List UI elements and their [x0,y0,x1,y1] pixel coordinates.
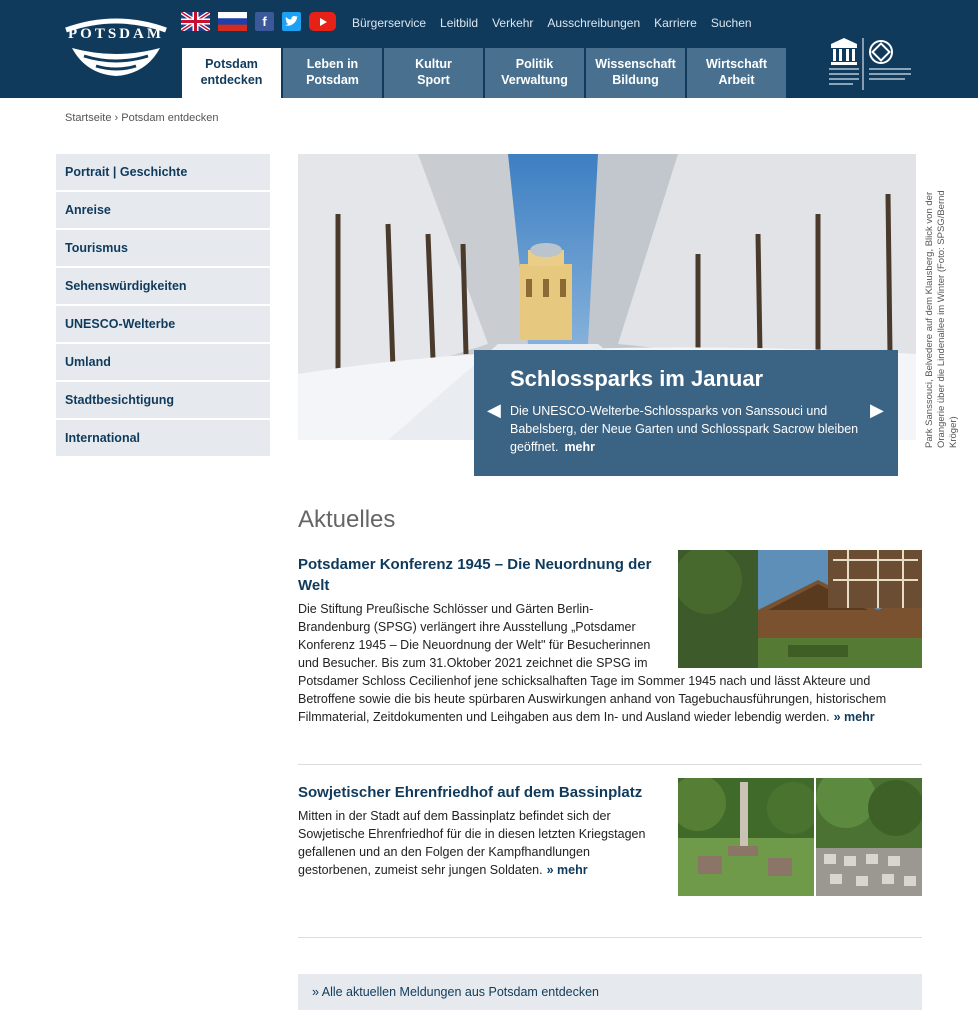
news-divider [298,937,922,938]
photo-credit-text: Park Sanssouci, Belvedere auf dem Klausberg, Blick von der Orangerie über die Lindenallee im Winter (Foto: SPSG/Bernd Kröger) [924,190,959,448]
sidebar-nav [56,154,270,458]
russia-flag-icon[interactable] [218,12,247,31]
youtube-icon[interactable] [309,12,336,31]
tab-label-line2: entdecken [200,73,263,87]
photo-credit [924,158,970,448]
sidebar-item-portrait-geschichte[interactable]: Portrait | Geschichte [56,154,270,190]
hero-text-body: Die UNESCO-Welterbe-Schlossparks von Sanssouci und Babelsberg, der Neue Garten und Schlosspark Sacrow bleiben geöffnet. [510,404,859,454]
news-item [298,554,922,726]
nav-link-karriere[interactable]: Karriere [654,16,697,30]
twitter-icon[interactable] [282,12,301,31]
tab-label-line1: Kultur [415,57,452,71]
sidebar-item-umland[interactable]: Umland [56,344,270,380]
hero-caption-box [474,350,898,476]
nav-link-suchen[interactable]: Suchen [710,16,752,30]
tab-wirtschaft-arbeit[interactable] [687,48,786,98]
uk-flag-icon[interactable] [181,12,210,31]
nav-link-buergerservice[interactable]: Bürgerservice [352,16,427,30]
cecilienhof-photo[interactable] [678,550,922,668]
sidebar-item-unesco-welterbe[interactable]: UNESCO-Welterbe [56,306,270,342]
sidebar-item-sehenswuerdigkeiten[interactable]: Sehenswürdigkeiten [56,268,270,304]
tab-label-line1: Wirtschaft [705,57,767,71]
sidebar-item-stadtbesichtigung[interactable]: Stadtbesichtigung [56,382,270,418]
tab-wissenschaft-bildung[interactable] [586,48,685,98]
tab-politik-verwaltung[interactable] [485,48,584,98]
main-nav [182,48,786,98]
tab-label-line2: Verwaltung [501,73,568,87]
potsdam-logo[interactable] [62,16,170,78]
news-title-potsdamer-konferenz[interactable]: Potsdamer Konferenz 1945 – Die Neuordnung der Welt [298,556,652,594]
ehrenfriedhof-photos[interactable] [678,778,922,896]
tab-label-line2: Potsdam [306,73,359,87]
unesco-world-heritage-logo[interactable] [829,38,915,94]
hero-title[interactable]: Schlossparks im Januar [510,366,764,391]
breadcrumb[interactable]: Startseite › Potsdam entdecken [65,112,219,124]
language-and-social-bar [181,12,336,31]
sidebar-item-anreise[interactable]: Anreise [56,192,270,228]
service-nav [352,16,752,30]
logo-text: POTSDAM [68,26,164,42]
slider-next-arrow-icon[interactable]: ▶ [870,400,884,420]
play-icon [318,17,328,27]
hero-more-link[interactable]: mehr [564,440,596,454]
tab-leben-in-potsdam[interactable] [283,48,382,98]
all-news-link[interactable]: » Alle aktuellen Meldungen aus Potsdam entdecken [298,974,922,1010]
news-more-link[interactable]: » mehr [833,710,875,724]
nav-link-verkehr[interactable]: Verkehr [492,16,534,30]
tab-label-line2: Bildung [612,73,659,87]
news-more-link[interactable]: » mehr [546,863,588,877]
sidebar-item-international[interactable]: International [56,420,270,456]
tab-label-line1: Potsdam [205,57,258,71]
tab-label-line1: Leben in [306,57,359,71]
section-title-aktuelles: Aktuelles [298,506,396,533]
nav-link-leitbild[interactable]: Leitbild [440,16,479,30]
tab-label-line2: Arbeit [718,73,755,87]
news-text-body: Mitten in der Stadt auf dem Bassinplatz befindet sich der Sowjetische Ehrenfriedhof für die in diesen letzten Kriegstagen gefallenen und an den Folgen der Kampfhandlungen gestorbenen, zumeist sehr jungen Soldaten. [298,809,646,877]
news-title-sowjetischer-ehrenfriedhof[interactable]: Sowjetischer Ehrenfriedhof auf dem Bassinplatz [298,784,643,801]
tab-label-line2: Sport [417,73,450,87]
nav-link-ausschreibungen[interactable]: Ausschreibungen [547,16,641,30]
news-item [298,782,922,896]
hero-text [510,402,862,456]
ehrenfriedhof-photo-1 [678,778,814,896]
tab-kultur-sport[interactable] [384,48,483,98]
news-text-body: Die Stiftung Preußische Schlösser und Gärten Berlin-Brandenburg (SPSG) verlängert ihre Ausstellung „Potsdamer Konferenz 1945 – Die Neuordnung der Welt" für Besucherinnen und Besucher. Bis zum 31.Oktober 2021 zeichnet die SPSG im Potsdamer Schloss Cecilienhof jene schicksalhaften Tage im Sommer 1945 nach und lässt Akteure und Betroffene sowie die bis heute spürbaren Auswirkungen anhand von Tagebuchausführungen, historischem Filmmaterial, Zeitdokumenten und Leihgaben aus dem In- und Ausland wieder lebendig werden. [298,602,887,724]
tab-potsdam-entdecken[interactable] [182,48,281,98]
tab-label-line1: Wissenschaft [595,57,676,71]
sidebar-item-tourismus[interactable]: Tourismus [56,230,270,266]
tab-label-line1: Politik [515,57,554,71]
news-divider [298,764,922,765]
ehrenfriedhof-photo-2 [816,778,922,896]
twitter-bird-icon [285,16,298,27]
facebook-icon[interactable]: f [255,12,274,31]
slider-prev-arrow-icon[interactable]: ◀ [487,400,501,420]
site-header [0,0,978,98]
